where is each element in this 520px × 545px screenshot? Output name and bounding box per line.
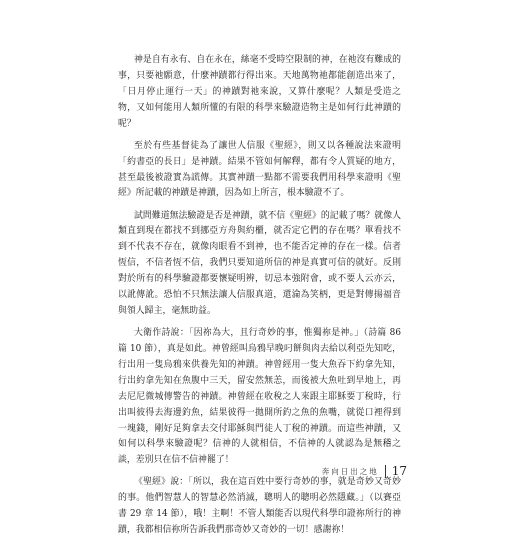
paragraph: 至於有些基督徒為了讓世人信服《聖經》，則又以各種說法來證明「約書亞的長日」是神蹟。結果不管如何解釋，都有令人質疑的地方，甚至最後被證實為謊傳。其實神蹟一點都不需要我們用科學來證明《聖經》所記載的神蹟是神蹟，因為如上所言，根本驗證不了。: [118, 140, 401, 199]
page-number: 17: [391, 464, 407, 478]
paragraph: 神是自有永有、自在永在，絲毫不受時空限制的神，在祂沒有難成的事，只要祂願意，什麼神蹟都行得出來。天地萬物祂都能創造出來了，「日月停止運行一天」的神蹟對祂來說，又算什麼呢？人類是受造之物，又如何能用人類所懂的有限的科學來驗證造物主是如何行此神蹟的呢？: [118, 55, 401, 129]
paragraph: 試問難道無法驗證是否是神蹟，就不信《聖經》的記載了嗎？就像人類直到現在都找不到挪亞方舟與約櫃，就否定它們的存在嗎？單看找不到不代表不存在，就像肉眼看不到神，也不能否定神的存在一樣。信者恆信，不信者恆不信，我們只要知道所信的神是真實可信的就好。反則對於所有的科學驗證都要懷疑明辨，切忌本強附會，或不要人云亦云，以訛傳訛。恐怕不只無法讓人信服真道，還淪為笑柄，更是對傳揚福音與領人歸主，毫無助益。: [118, 210, 401, 316]
running-footer-title: 奔向日出之地: [321, 466, 379, 476]
paragraph: 《聖經》說：「所以，我在這百姓中要行奇妙的事，就是奇妙又奇妙的事。他們智慧人的智慧必然消滅，聰明人的聰明必然隱藏。」（以賽亞書 29 章 14 節），哦！主啊！不管人類能否以現代科學印證祢所行的神蹟，我都相信祢所告訴我們那奇妙又奇妙的一切！感謝祢！: [118, 477, 401, 536]
page-footer: [322, 464, 407, 478]
paragraph: 大衛作詩說：「因祢為大，且行奇妙的事，惟獨祢是神。」（詩篇 86 篇 10 節），真是如此。神曾經叫烏鴉早晚叼餅與肉去給以利亞先知吃，行出用一隻烏鴉來供養先知的神蹟。神曾經用一隻大魚吞下約拿先知，行出約拿先知在魚腹中三天，留安然無恙，而後被大魚吐到旱地上，再去尼尼微城傳警告的神蹟。神曾經在收稅之人來跟主耶穌要丁稅時，行出叫彼得去海邊釣魚，結果彼得一拋開所釣之魚的魚嘴，就從口裡得到一塊錢，剛好足夠拿去交付耶穌與門徒人丁稅的神蹟。而這些神蹟，又如何以科學來驗證呢？信神的人就相信，不信神的人就認為是無稽之談，差別只在信不信神罷了！: [118, 328, 401, 466]
footer-divider: [385, 465, 386, 478]
